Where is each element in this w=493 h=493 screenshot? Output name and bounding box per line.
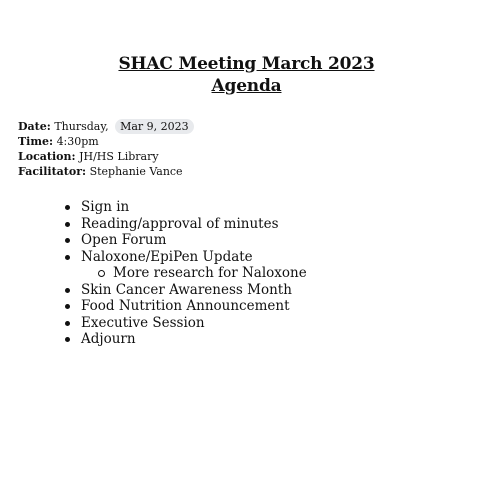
meeting-details bbox=[18, 119, 194, 179]
time-label: Time: bbox=[18, 135, 54, 148]
agenda-item bbox=[62, 232, 307, 249]
agenda-item bbox=[62, 249, 307, 266]
facilitator-value: Stephanie Vance bbox=[89, 165, 183, 178]
bullet-icon bbox=[65, 238, 70, 243]
agenda-list bbox=[62, 199, 307, 348]
agenda-item-text: Naloxone/EpiPen Update bbox=[81, 248, 253, 265]
bullet-icon bbox=[65, 222, 70, 227]
location-label: Location: bbox=[18, 150, 76, 163]
date-row bbox=[18, 119, 194, 134]
agenda-item-text: Adjourn bbox=[81, 331, 136, 347]
agenda-item bbox=[62, 199, 307, 216]
agenda-item bbox=[62, 315, 307, 332]
bullet-icon bbox=[65, 255, 70, 260]
agenda-item-text: More research for Naloxone bbox=[113, 265, 307, 281]
time-row bbox=[18, 134, 194, 149]
agenda-item-text: Open Forum bbox=[81, 232, 167, 248]
document-title: SHAC Meeting March 2023 bbox=[118, 54, 375, 74]
facilitator-label: Facilitator: bbox=[18, 165, 87, 178]
bullet-icon bbox=[65, 205, 70, 210]
agenda-item-text: Reading/approval of minutes bbox=[81, 215, 279, 232]
location-value: JH/HS Library bbox=[79, 150, 159, 163]
hollow-bullet-icon bbox=[98, 270, 105, 277]
agenda-item-text: Executive Session bbox=[81, 314, 205, 331]
bullet-icon bbox=[65, 304, 70, 309]
time-value: 4:30pm bbox=[56, 135, 99, 148]
date-chip[interactable]: Mar 9, 2023 bbox=[115, 119, 194, 134]
agenda-subitem bbox=[62, 265, 307, 282]
bullet-icon bbox=[65, 321, 70, 326]
agenda-item-text: Skin Cancer Awareness Month bbox=[81, 281, 292, 298]
agenda-item bbox=[62, 331, 307, 348]
agenda-item bbox=[62, 282, 307, 299]
agenda-item bbox=[62, 298, 307, 315]
location-row bbox=[18, 149, 194, 164]
agenda-item-text: Food Nutrition Announcement bbox=[81, 298, 290, 314]
date-day: Thursday, bbox=[54, 120, 109, 133]
bullet-icon bbox=[65, 337, 70, 342]
bullet-icon bbox=[65, 288, 70, 293]
agenda-item-text: Sign in bbox=[81, 199, 130, 215]
agenda-item bbox=[62, 216, 307, 233]
document-subtitle: Agenda bbox=[211, 76, 282, 96]
facilitator-row bbox=[18, 164, 194, 179]
date-label: Date: bbox=[18, 120, 51, 133]
